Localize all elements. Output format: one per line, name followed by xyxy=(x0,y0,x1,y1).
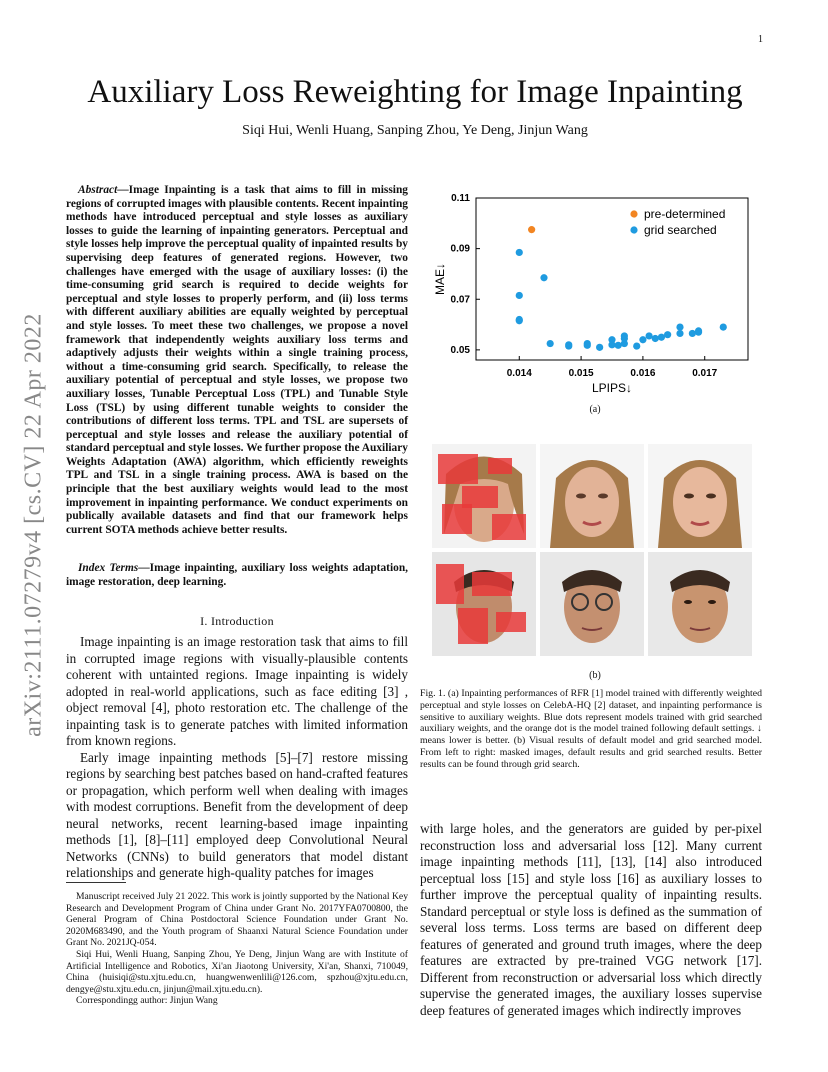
data-point xyxy=(565,342,572,349)
right-column-text xyxy=(420,821,762,1019)
data-point xyxy=(639,336,646,343)
abstract-text: Image Inpainting is a task that aims to fill in missing regions of corrupted images with plausible contents. Recent inpainting methods have introduced perceptual and style losses as auxiliary losses to guide the learning of inpainting generators. Perceptual and style losses help improve the perceptual quality of inpainted results by supervising deep features of generated regions. However, two challenges have emerged with the usage of auxiliary losses: (i) the time-consuming grid search is required to decide weights for perceptual and style losses to properly perform, and (ii) loss terms with different auxiliary abilities are equally weighted by perceptual and style losses. To meet these two challenges, we propose a novel framework that independently weights auxiliary loss terms and adaptively adjusts their weights within a single training process, without a time-consuming grid search. Specifically, to release the auxiliary potential of perceptual and style losses, we propose two auxiliary losses, Tunable Perceptual Loss (TPL) and Tunable Style Loss (TSL) by using different tunable weights to consider the contributions of different loss terms. TPL and TSL are supersets of perceptual and style losses and release the auxiliary potential of standard perceptual and style losses. We further propose the Auxiliary Weights Adaptation (AWA) algorithm, which efficiently reweights TPL and TSL in a single training process. AWA is based on the principle that the best auxiliary weights would lead to the most improvement in inpainting performance. We conduct experiments on publically available datasets and find that our framework helps current SOTA methods achieve better results. xyxy=(66,184,408,536)
intro-paragraph-1: Image inpainting is an image restoration task that aims to fill in corrupted image regions with visually-plausible contents coherent with untainted regions. Image inpainting is widely adopted in real-world applications, such as face editing [3] , object removal [4], photo restoration etc. The challenge of the inpainting task is to generate patches with limited information from known regions. xyxy=(66,634,408,748)
data-point xyxy=(547,340,554,347)
y-tick-label: 0.05 xyxy=(450,344,470,356)
x-tick-label: 0.017 xyxy=(692,368,718,379)
y-axis-label: MAE↓ xyxy=(433,262,447,296)
data-point xyxy=(652,335,659,342)
x-tick-label: 0.014 xyxy=(506,368,532,379)
x-axis-label: LPIPS↓ xyxy=(591,381,633,395)
masked-image-male xyxy=(432,552,536,656)
figure-label-b: (b) xyxy=(589,670,601,681)
data-point xyxy=(516,317,523,324)
x-tick-label: 0.015 xyxy=(568,368,594,379)
abstract-label: Abstract xyxy=(78,184,118,196)
footnote-affiliation: Siqi Hui, Wenli Huang, Sanping Zhou, Ye Deng, Jinjun Wang are with Institute of Artificial Intelligence and Robotics, Xi'an Jiaotong University, Xi'an, Shanxi, 710049, China (huisiqi@stu.xjtu.edu.cn, huangwenwenlili@126.com, spzhou@xjtu.edu.cn, dengye@stu.xjtu.edu.cn, jinjun@mail.xjtu.edu.cn). xyxy=(66,948,408,995)
arxiv-id-text: arXiv:2111.07279v4 [cs.CV] 22 Apr 2022 xyxy=(20,313,47,737)
index-terms-label: Index Terms xyxy=(78,562,139,574)
data-point xyxy=(658,334,665,341)
masked-image-female xyxy=(432,444,536,548)
index-terms-text: Image inpainting, auxiliary loss weights adaptation, image restoration, deep learning. xyxy=(66,562,408,588)
data-point xyxy=(720,323,727,330)
footnote-manuscript: Manuscript received July 21 2022. This work is jointly supported by the National Key Research and Development Program of China under Grant No. 2017YFA0700800, the General Program of China Postdoctoral Science Foundation under Grant No. 2020M683490, and the Youth program of Shaanxi Natural Science Foundation under Grant No. 2021JQ-054. xyxy=(66,891,408,949)
data-point xyxy=(645,332,652,339)
introduction-text xyxy=(66,634,408,882)
legend-marker xyxy=(630,226,637,233)
x-tick-label: 0.016 xyxy=(630,368,656,379)
intro-paragraph-2: Early image inpainting methods [5]–[7] restore missing regions by searching best patches based on hand-crafted features or propagation, which perform well when dealing with images with modest corruptions. Benefit from the development of deep neural networks, recent learning-based image inpainting methods [1], [8]–[11] employed deep Convolutional Neural Networks (CNNs) to build generators that model distant relationships and generate high-quality patches for images xyxy=(66,749,408,880)
index-terms: Index Terms—Image inpainting, auxiliary loss weights adaptation, image restoration, deep learning. xyxy=(66,562,408,588)
data-point xyxy=(584,342,591,349)
paper-authors: Siqi Hui, Wenli Huang, Sanping Zhou, Ye Deng, Jinjun Wang xyxy=(242,123,588,138)
footnote-divider xyxy=(66,882,126,883)
page-number: 1 xyxy=(758,34,763,45)
grid-searched-result-male xyxy=(648,552,752,656)
default-result-male xyxy=(540,552,644,656)
data-point xyxy=(633,342,640,349)
y-tick-label: 0.07 xyxy=(450,294,470,306)
data-point xyxy=(664,331,671,338)
abstract: Abstract—Image Inpainting is a task that aims to fill in missing regions of corrupted images with plausible contents. Recent inpainting methods have introduced perceptual and style losses as auxiliary losses to guide the learning of inpainting generators. Perceptual and style losses help improve the perceptual quality of inpainted results by supervising deep features of generated regions. However, two challenges have emerged with the usage of auxiliary losses: (i) the time-consuming grid search is required to decide weights for perceptual and style losses to properly perform, and (ii) loss terms with different auxiliary abilities are equally weighted by perceptual and style losses. To meet these two challenges, we propose a novel framework that independently weights auxiliary loss terms and adaptively adjusts their weights within a single training process, without a time-consuming grid search. Specifically, to release the auxiliary potential of perceptual and style losses, we propose two auxiliary losses, Tunable Perceptual Loss (TPL) and Tunable Style Loss (TSL) by using different tunable weights to consider the contributions of different loss terms. TPL and TSL are supersets of perceptual and style losses and release the auxiliary potential of standard perceptual and style losses. We further propose the Auxiliary Weights Adaptation (AWA) algorithm, which efficiently reweights TPL and TSL in a single training process. AWA is based on the principle that the best auxiliary weights would lead to the most improvement in inpainting performance. We conduct experiments on publically available datasets and find that our framework helps current SOTA methods achieve better results. xyxy=(66,184,408,536)
footnotes xyxy=(66,891,408,1007)
paper-title: Auxiliary Loss Reweighting for Image Inpainting xyxy=(87,74,743,110)
scatter-chart xyxy=(430,188,760,403)
data-point xyxy=(608,341,615,348)
figure-label-a: (a) xyxy=(589,404,601,415)
data-point xyxy=(689,330,696,337)
legend-entry: grid searched xyxy=(644,223,717,237)
legend-marker xyxy=(630,210,637,217)
data-point xyxy=(596,344,603,351)
right-paragraph: with large holes, and the generators are guided by per-pixel reconstruction loss and adversarial loss [12]. Many current image inpainting methods [11], [13], [14] also introduced perceptual loss [15] and style loss [16] as auxiliary losses to further improve the perceptual quality of inpainting results. Standard perceptual or style loss is defined as the summation of several loss terms. Loss terms are based on different deep features of generated and ground truth images, where the deep features are extracted by pre-trained VGG network [17]. Different from reconstruction or adversarial loss which directly supervise the generated images, the auxiliary losses supervise deep features of generated images which indirectly improves xyxy=(420,821,762,1018)
section-heading-introduction: I. Introduction xyxy=(200,614,274,628)
data-point xyxy=(621,332,628,339)
data-point xyxy=(528,226,535,233)
default-result-female xyxy=(540,444,644,548)
face-results-grid xyxy=(432,444,752,654)
y-tick-label: 0.09 xyxy=(450,243,470,255)
data-point xyxy=(540,274,547,281)
data-point xyxy=(695,327,702,334)
data-point xyxy=(676,323,683,330)
grid-searched-result-female xyxy=(648,444,752,548)
legend-entry: pre-determined xyxy=(644,207,726,221)
data-point xyxy=(516,249,523,256)
figure-caption: Fig. 1. (a) Inpainting performances of RFR [1] model trained with differently weighted perceptual and style losses on CelebA-HQ [2] dataset, and inpainting performance is sensitive to auxiliary weights. Blue dots represent models trained with grid searched auxiliary weights, and the orange dot is the model trained following default settings. ↓ means lower is better. (b) Visual results of default model and grid searched model. From left to right: masked images, default results and grid searched results. Better results can be found through grid search. xyxy=(420,688,762,770)
data-point xyxy=(676,330,683,337)
data-point xyxy=(615,342,622,349)
data-point xyxy=(516,292,523,299)
arxiv-watermark xyxy=(14,285,54,765)
footnote-corresponding: Correspondingg author: Jinjun Wang xyxy=(76,995,218,1007)
y-tick-label: 0.11 xyxy=(451,193,470,204)
